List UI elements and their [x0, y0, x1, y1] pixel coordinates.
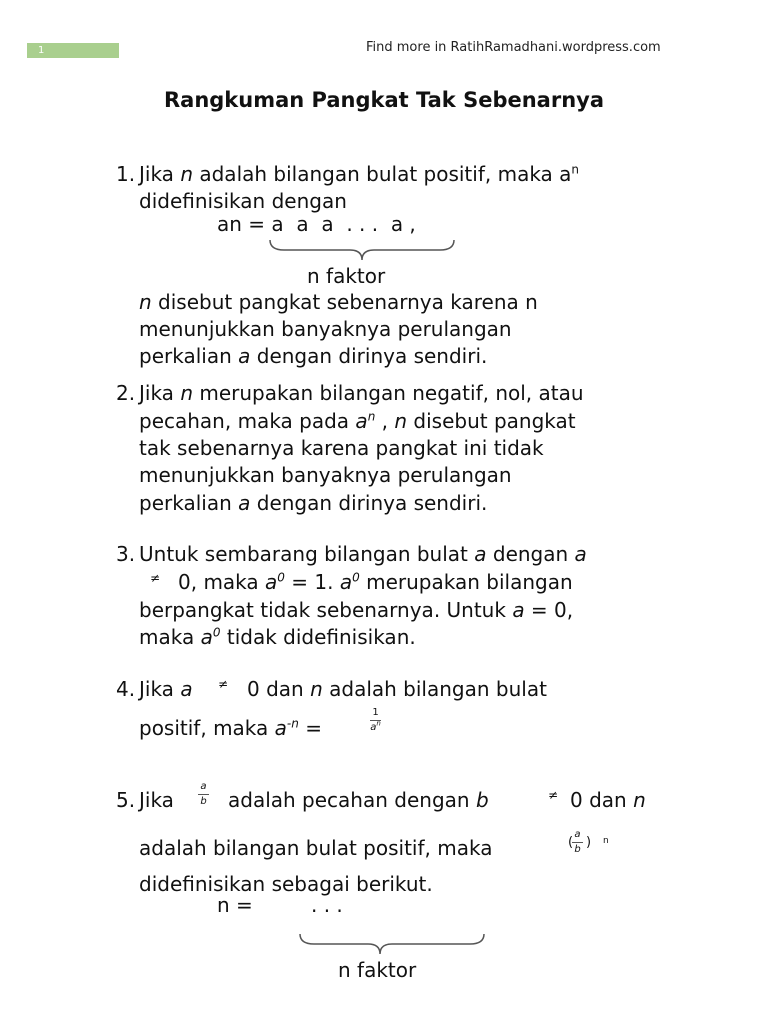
page-number: 1	[38, 45, 45, 56]
item5-fraction-bar	[198, 794, 209, 795]
item2-line4: menunjukkan banyaknya perulangan	[139, 463, 512, 487]
item5-paren-open: (	[568, 835, 574, 850]
item5-number: 5.	[116, 788, 136, 812]
item1-formula: an = a a a . . . a ,	[217, 212, 416, 236]
item5-paren-denominator: b	[574, 844, 581, 855]
item4-line1-start: Jika a	[139, 677, 193, 701]
item2-line2: pecahan, maka pada $a^n$ , n disebut pangkat	[139, 409, 576, 433]
item5-fraction-numerator: a	[200, 781, 207, 792]
item3-line4: maka $a^0$ tidak didefinisikan.	[139, 625, 416, 649]
item4-not-equal-sign: ≠	[218, 677, 229, 691]
item5-paren-numerator: a	[574, 829, 581, 840]
item5-not-equal-sign: ≠	[548, 788, 559, 802]
item4-fraction-denominator: $a^n$	[370, 719, 381, 733]
item1-line5: perkalian a dengan dirinya sendiri.	[139, 344, 488, 368]
item5-brace	[298, 932, 486, 956]
item5-line3: didefinisikan sebagai berikut.	[139, 872, 433, 896]
item3-line1: Untuk sembarang bilangan bulat a dengan a	[139, 542, 587, 566]
item2-line3: tak sebenarnya karena pangkat ini tidak	[139, 436, 544, 460]
item5-line2: adalah bilangan bulat positif, maka	[139, 836, 493, 860]
item5-fraction	[198, 781, 209, 808]
item2-line1: Jika n merupakan bilangan negatif, nol, atau	[139, 381, 584, 405]
item1-line4: menunjukkan banyaknya perulangan	[139, 317, 512, 341]
item5-brace-label: n faktor	[338, 958, 417, 982]
item4-line1-end: 0 dan n adalah bilangan bulat	[247, 677, 547, 701]
item5-paren-fraction	[572, 829, 583, 856]
item4-fraction-numerator: 1	[372, 707, 379, 718]
item3-line2: 0, maka $a^0 = 1$. $a^0$ merupakan bilangan	[178, 570, 573, 594]
item3-not-equal-sign: ≠	[150, 571, 161, 585]
item3-number: 3.	[116, 542, 136, 566]
page-title: Rangkuman Pangkat Tak Sebenarnya	[163, 88, 604, 112]
item5-line1-middle: adalah pecahan dengan b	[228, 788, 489, 812]
item1-number: 1.	[116, 162, 136, 186]
item1-line2: didefinisikan dengan	[139, 189, 347, 213]
item5-paren-exponent: n	[603, 836, 609, 846]
item5-paren-close: )	[586, 835, 592, 850]
item5-jika: Jika	[139, 788, 174, 812]
item5-formula-dots: . . .	[311, 893, 343, 917]
item5-paren-bar	[572, 842, 583, 843]
item1-line1: Jika n adalah bilangan bulat positif, maka $a^n$	[139, 162, 580, 186]
item5-fraction-denominator: b	[200, 796, 207, 807]
item1-brace	[268, 238, 456, 262]
item2-line5: perkalian a dengan dirinya sendiri.	[139, 491, 488, 515]
item4-line2: positif, maka $a^{-n}$ =	[139, 716, 322, 740]
item1-line3: n disebut pangkat sebenarnya karena n	[139, 290, 538, 314]
item5-line1-end: 0 dan n	[570, 788, 646, 812]
item1-brace-label: n faktor	[307, 264, 386, 288]
item5-formula-lhs: n =	[217, 893, 253, 917]
item4-fraction	[370, 707, 381, 734]
item4-number: 4.	[116, 677, 136, 701]
item3-line3: berpangkat tidak sebenarnya. Untuk a = 0,	[139, 598, 574, 622]
source-link-text: Find more in RatihRamadhani.wordpress.com	[366, 40, 661, 55]
item2-number: 2.	[116, 381, 136, 405]
